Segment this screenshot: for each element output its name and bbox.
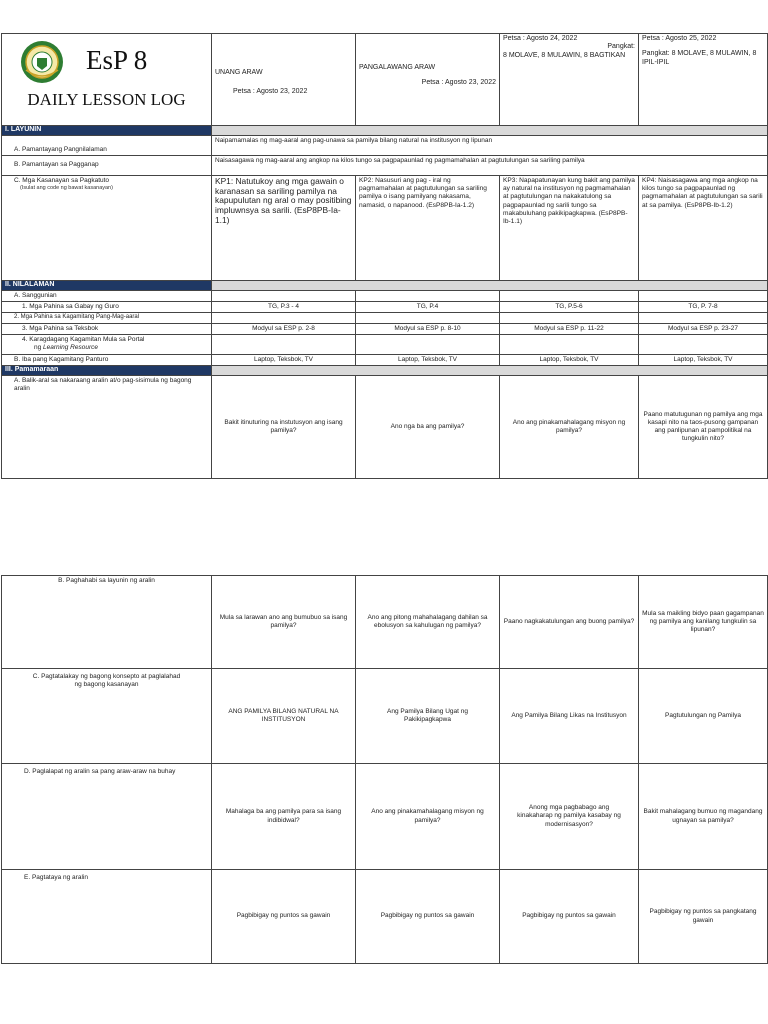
iba-pang-kagamitan-label: B. Iba pang Kagamitang Panturo <box>2 354 212 365</box>
balik-aral-day2: Ano nga ba ang pamilya? <box>356 376 500 479</box>
teksbok-label: 3. Mga Pahina sa Teksbok <box>2 323 212 334</box>
iba-pang-day3: Laptop, Teksbok, TV <box>500 354 639 365</box>
section-nilalaman: II. NILALAMAN <box>2 281 212 291</box>
pagtatalakay-day1: ANG PAMILYA BILANG NATURAL NA INSTITUSYON <box>212 669 356 764</box>
day4-header <box>639 34 768 126</box>
gabay-guro-label: 1. Mga Pahina sa Gabay ng Guro <box>2 302 212 313</box>
balik-aral-day3: Ano ang pinakamahalagang misyon ng pamilya? <box>500 376 639 479</box>
teksbok-day4: Modyul sa ESP p. 23-27 <box>639 323 768 334</box>
paglalapat-day4: Bakit mahalagang bumuo ng magandang ugnayan sa pamilya? <box>639 764 768 870</box>
gabay-guro-day2: TG, P.4 <box>356 302 500 313</box>
kasanayan-label-cell <box>2 176 212 281</box>
kp1-text: KP1: Natutukoy ang mga gawain o karanasan sa sariling pamilya na kapupulutan ng aral o may positibing impluwnsya sa sarili. (EsP8PB-Ia-1.1) <box>212 176 356 281</box>
day1-header <box>212 34 356 126</box>
subject-title: EsP 8 <box>86 45 148 75</box>
day2-name: PANGALAWANG ARAW <box>359 63 436 71</box>
kasanayan-label: C. Mga Kasanayan sa Pagkatuto <box>14 177 110 184</box>
pagtatalakay-day4: Pagtutulungan ng Pamilya <box>639 669 768 764</box>
paglalapat-day1: Mahalaga ba ang pamilya para sa isang indibidwal? <box>212 764 356 870</box>
pamantayang-pangnilalaman-value: Naipamamalas ng mag-aaral ang pag-unawa sa pamilya bilang natural na institusyon ng lipunan <box>212 136 768 156</box>
kagamitang-mag-aaral-label: 2. Mga Pahina sa Kagamitang Pang-Mag-aaral <box>2 313 212 324</box>
kp2-text: KP2: Nasusuri ang pag - iral ng pagmamahalan at pagtutulungan sa sariling pamilya o isang pamilyang nakasama, namasid, o napanood. (EsP8PB-Ia-1.2) <box>356 176 500 281</box>
day3-header <box>500 34 639 126</box>
kp4-text: KP4: Naisasagawa ang mga angkop na kilos tungo sa pagpapaunlad ng pagmamahalan at pagtutulungan sa sarili at sa pamilya. (EsP8PB-Ib-1.2) <box>639 176 768 281</box>
pagtataya-day2: Pagbibigay ng puntos sa gawain <box>356 870 500 964</box>
portal-label: 4. Karagdagang Kagamitan Mula sa Portal ng Learning Resource <box>2 334 212 354</box>
pagtataya-day3: Pagbibigay ng puntos sa gawain <box>500 870 639 964</box>
pamantayan-sa-pagganap-value: Naisasagawa ng mag-aaral ang angkop na kilos tungo sa pagpapaunlad ng pagmamahalan at pagtutulungan sa sariling pamilya <box>212 156 768 176</box>
paghahabi-label: B. Paghahabi sa layunin ng aralin <box>2 576 212 669</box>
iba-pang-day4: Laptop, Teksbok, TV <box>639 354 768 365</box>
paghahabi-day4: Mula sa maikling bidyo paan gagampanan ng pamilya ang kanilang tungkulin sa lipunan? <box>639 576 768 669</box>
balik-aral-day4: Paano matutugunan ng pamilya ang mga kasapi nito na taos-pusong gampanan ang panlipunan at pampolitikal na tungkulin nito? <box>639 376 768 479</box>
teksbok-day3: Modyul sa ESP p. 11-22 <box>500 323 639 334</box>
gabay-guro-day4: TG, P. 7-8 <box>639 302 768 313</box>
pagtataya-day4: Pagbibigay ng puntos sa pangkatang gawain <box>639 870 768 964</box>
document-title: DAILY LESSON LOG <box>27 90 186 109</box>
sanggunian-label: A. Sanggunian <box>2 291 212 302</box>
balik-aral-day1: Bakit itinuturing na instutusyon ang isang pamilya? <box>212 376 356 479</box>
gabay-guro-day1: TG, P.3 - 4 <box>212 302 356 313</box>
kasanayan-note: (Isulat ang code ng bawat kasanayan) <box>20 185 113 192</box>
section-layunin: I. LAYUNIN <box>2 126 212 136</box>
pagtatalakay-label: C. Pagtatalakay ng bagong konsepto at paglalahad ng bagong kasanayan <box>2 669 212 764</box>
pamantayang-pangnilalaman-label: A. Pamantayang Pangnilalaman <box>2 136 212 156</box>
day3-sections: 8 MOLAVE, 8 MULAWIN, 8 BAGTIKAN <box>503 51 626 59</box>
pagtataya-label: E. Pagtataya ng aralin <box>2 870 212 964</box>
gabay-guro-day3: TG, P.5-6 <box>500 302 639 313</box>
paglalapat-day3: Anong mga pagbabago ang kinakaharap ng pamilya kasabay ng modernisasyon? <box>500 764 639 870</box>
iba-pang-day2: Laptop, Teksbok, TV <box>356 354 500 365</box>
pamantayan-sa-pagganap-label: B. Pamantayan sa Pagganap <box>2 156 212 176</box>
pagtatalakay-day3: Ang Pamilya Bilang Likas na Institusyon <box>500 669 639 764</box>
balik-aral-label: A. Balik-aral sa nakaraang aralin at/o pag-sisimula ng bagong aralin <box>2 376 212 479</box>
section-pamamaraan: III. Pamamaraan <box>2 366 212 376</box>
paghahabi-day2: Ano ang pitong mahahalagang dahilan sa ebolusyon sa kahulugan ng pamilya? <box>356 576 500 669</box>
header-logo-cell <box>2 34 212 126</box>
day4-date: Petsa : Agosto 25, 2022 <box>642 35 717 42</box>
paglalapat-day2: Ano ang pinakamahalagang misyon ng pamilya? <box>356 764 500 870</box>
teksbok-day1: Modyul sa ESP p. 2-8 <box>212 323 356 334</box>
paghahabi-day1: Mula sa larawan ano ang bumubuo sa isang pamilya? <box>212 576 356 669</box>
kp3-text: KP3: Napapatunayan kung bakit ang pamilya ay natural na institusyon ng pagmamahalan at pagtutulungan na nakakatulong sa pagpapaunlad ng sarili tungo sa makabuluhang pakikipagkapwa. (EsP8PB-Ib-1.1) <box>500 176 639 281</box>
paghahabi-day3: Paano nagkakatulungan ang buong pamilya? <box>500 576 639 669</box>
day2-date: Petsa : Agosto 23, 2022 <box>421 78 496 86</box>
pagtataya-day1: Pagbibigay ng puntos sa gawain <box>212 870 356 964</box>
lesson-log-table-page1 <box>1 33 768 479</box>
pagtatalakay-day2: Ang Pamilya Bilang Ugat ng Pakikipagkapwa <box>356 669 500 764</box>
iba-pang-day1: Laptop, Teksbok, TV <box>212 354 356 365</box>
day3-date: Petsa : Agosto 24, 2022 <box>503 35 578 42</box>
school-seal-icon <box>20 40 64 84</box>
day1-name: UNANG ARAW <box>215 68 263 76</box>
day1-date: Petsa : Agosto 23, 2022 <box>233 87 308 95</box>
day3-pangkat-label: Pangkat: <box>607 43 635 51</box>
day4-sections: Pangkat: 8 MOLAVE, 8 MULAWIN, 8 IPIL-IPIL <box>642 50 757 66</box>
day2-header <box>356 34 500 126</box>
paglalapat-label: D. Paglalapat ng aralin sa pang araw-araw na buhay <box>2 764 212 870</box>
lesson-log-table-page2 <box>1 575 768 964</box>
teksbok-day2: Modyul sa ESP p. 8-10 <box>356 323 500 334</box>
